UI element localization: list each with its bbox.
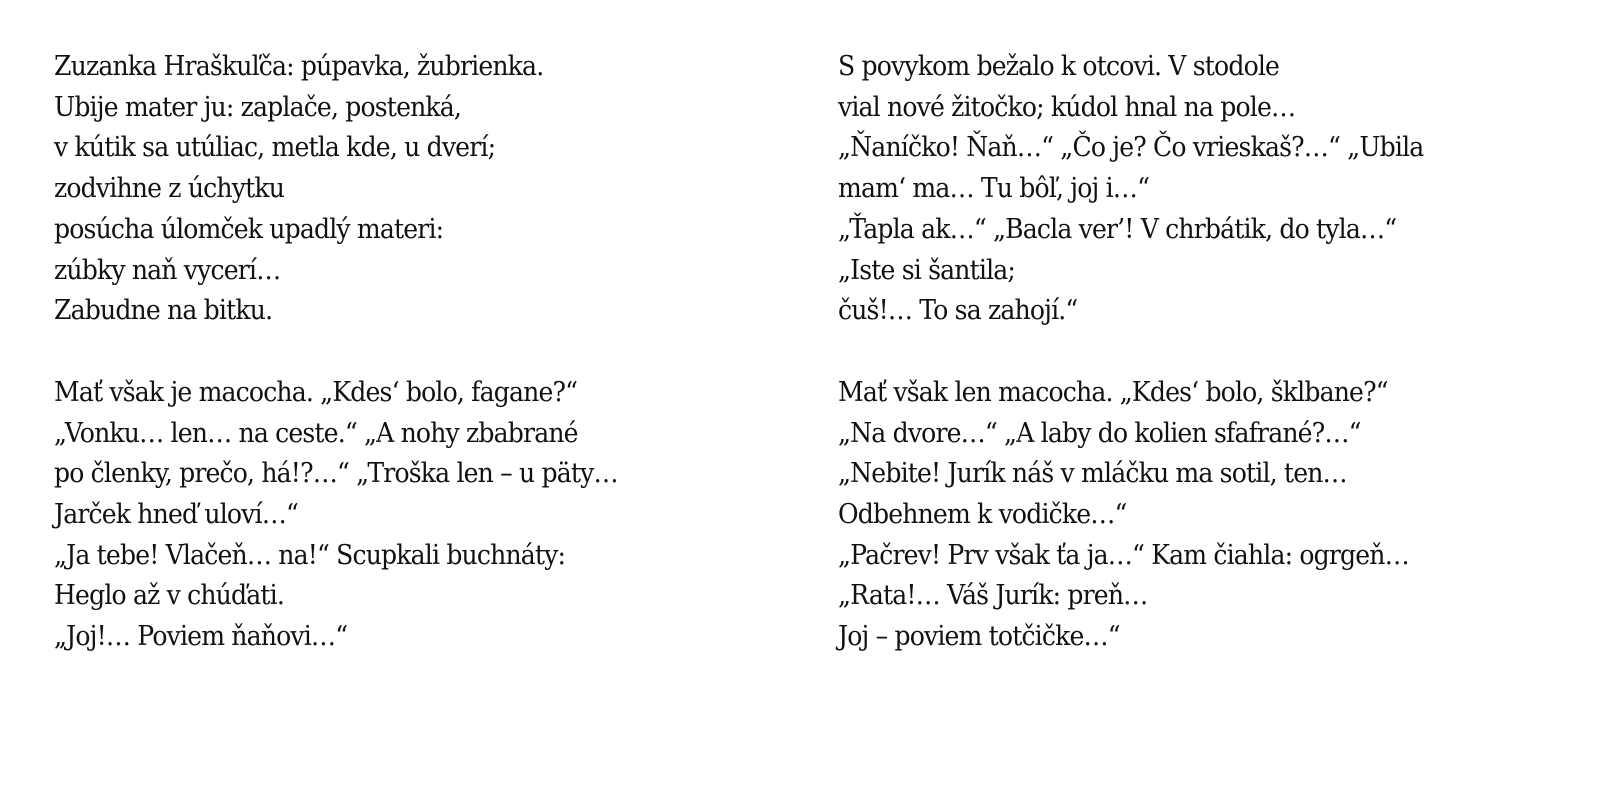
verse-line: „Joj!… Poviem ňaňovi…“ [54, 621, 348, 653]
verse-line: Mať však je macocha. „Kdes‘ bolo, fagane?“ [54, 376, 578, 408]
stanza-4 [838, 373, 1538, 658]
verse-line: po členky, prečo, há!?…“ „Troška len – u päty… [54, 458, 618, 490]
verse-line: Ubije mater ju: zaplače, postenká, [54, 91, 462, 123]
verse-line: čuš!… To sa zahojí.“ [838, 295, 1078, 327]
poem-column-right [838, 47, 1538, 658]
verse-line: Mať však len macocha. „Kdes‘ bolo, šklbane?“ [838, 376, 1388, 408]
verse-line: „Pačrev! Prv však ťa ja…“ Kam čiahla: ogrgeň… [838, 539, 1409, 571]
verse-line: Joj – poviem totčičke…“ [838, 621, 1120, 653]
verse-line: „Vonku… len… na ceste.“ „A nohy zbabrané [54, 417, 578, 449]
verse-line: zodvihne z úchytku [54, 173, 285, 205]
verse-line: „Ňaníčko! Ňaň…“ „Čo je? Čo vrieskaš?…“ „Ubila [838, 132, 1424, 164]
verse-line: vial nové žitočko; kúdol hnal na pole… [838, 91, 1296, 123]
verse-line: zúbky naň vycerí… [54, 254, 281, 286]
verse-line: „Ťapla ak…“ „Bacla ver’! V chrbátik, do tyla…“ [838, 213, 1397, 245]
stanza-1 [54, 47, 754, 332]
stanza-2 [54, 373, 754, 658]
verse-line: Odbehnem k vodičke…“ [838, 499, 1127, 531]
verse-line: Jarček hneď uloví…“ [54, 499, 299, 531]
poem-column-left [54, 47, 754, 658]
verse-line: „Ja tebe! Vlačeň… na!“ Scupkali buchnáty: [54, 539, 566, 571]
verse-line: S povykom bežalo k otcovi. V stodole [838, 51, 1280, 82]
verse-line: Zabudne na bitku. [54, 295, 273, 327]
verse-line: mam‘ ma… Tu bôľ, joj i…“ [838, 173, 1150, 205]
verse-line: „Na dvore…“ „A laby do kolien sfafrané?…“ [838, 417, 1361, 449]
verse-line: posúcha úlomček upadlý materi: [54, 213, 444, 245]
verse-line: Zuzanka Hraškuľča: púpavka, žubrienka. [54, 51, 544, 82]
verse-line: Heglo až v chúďati. [54, 580, 284, 612]
verse-line: „Iste si šantila; [838, 254, 1016, 286]
verse-line: v kútik sa utúliac, metla kde, u dverí; [54, 132, 496, 164]
verse-line: „Nebite! Jurík náš v mláčku ma sotil, ten… [838, 458, 1347, 490]
verse-line: „Rata!… Váš Jurík: preň… [838, 580, 1148, 612]
stanza-3 [838, 47, 1538, 332]
